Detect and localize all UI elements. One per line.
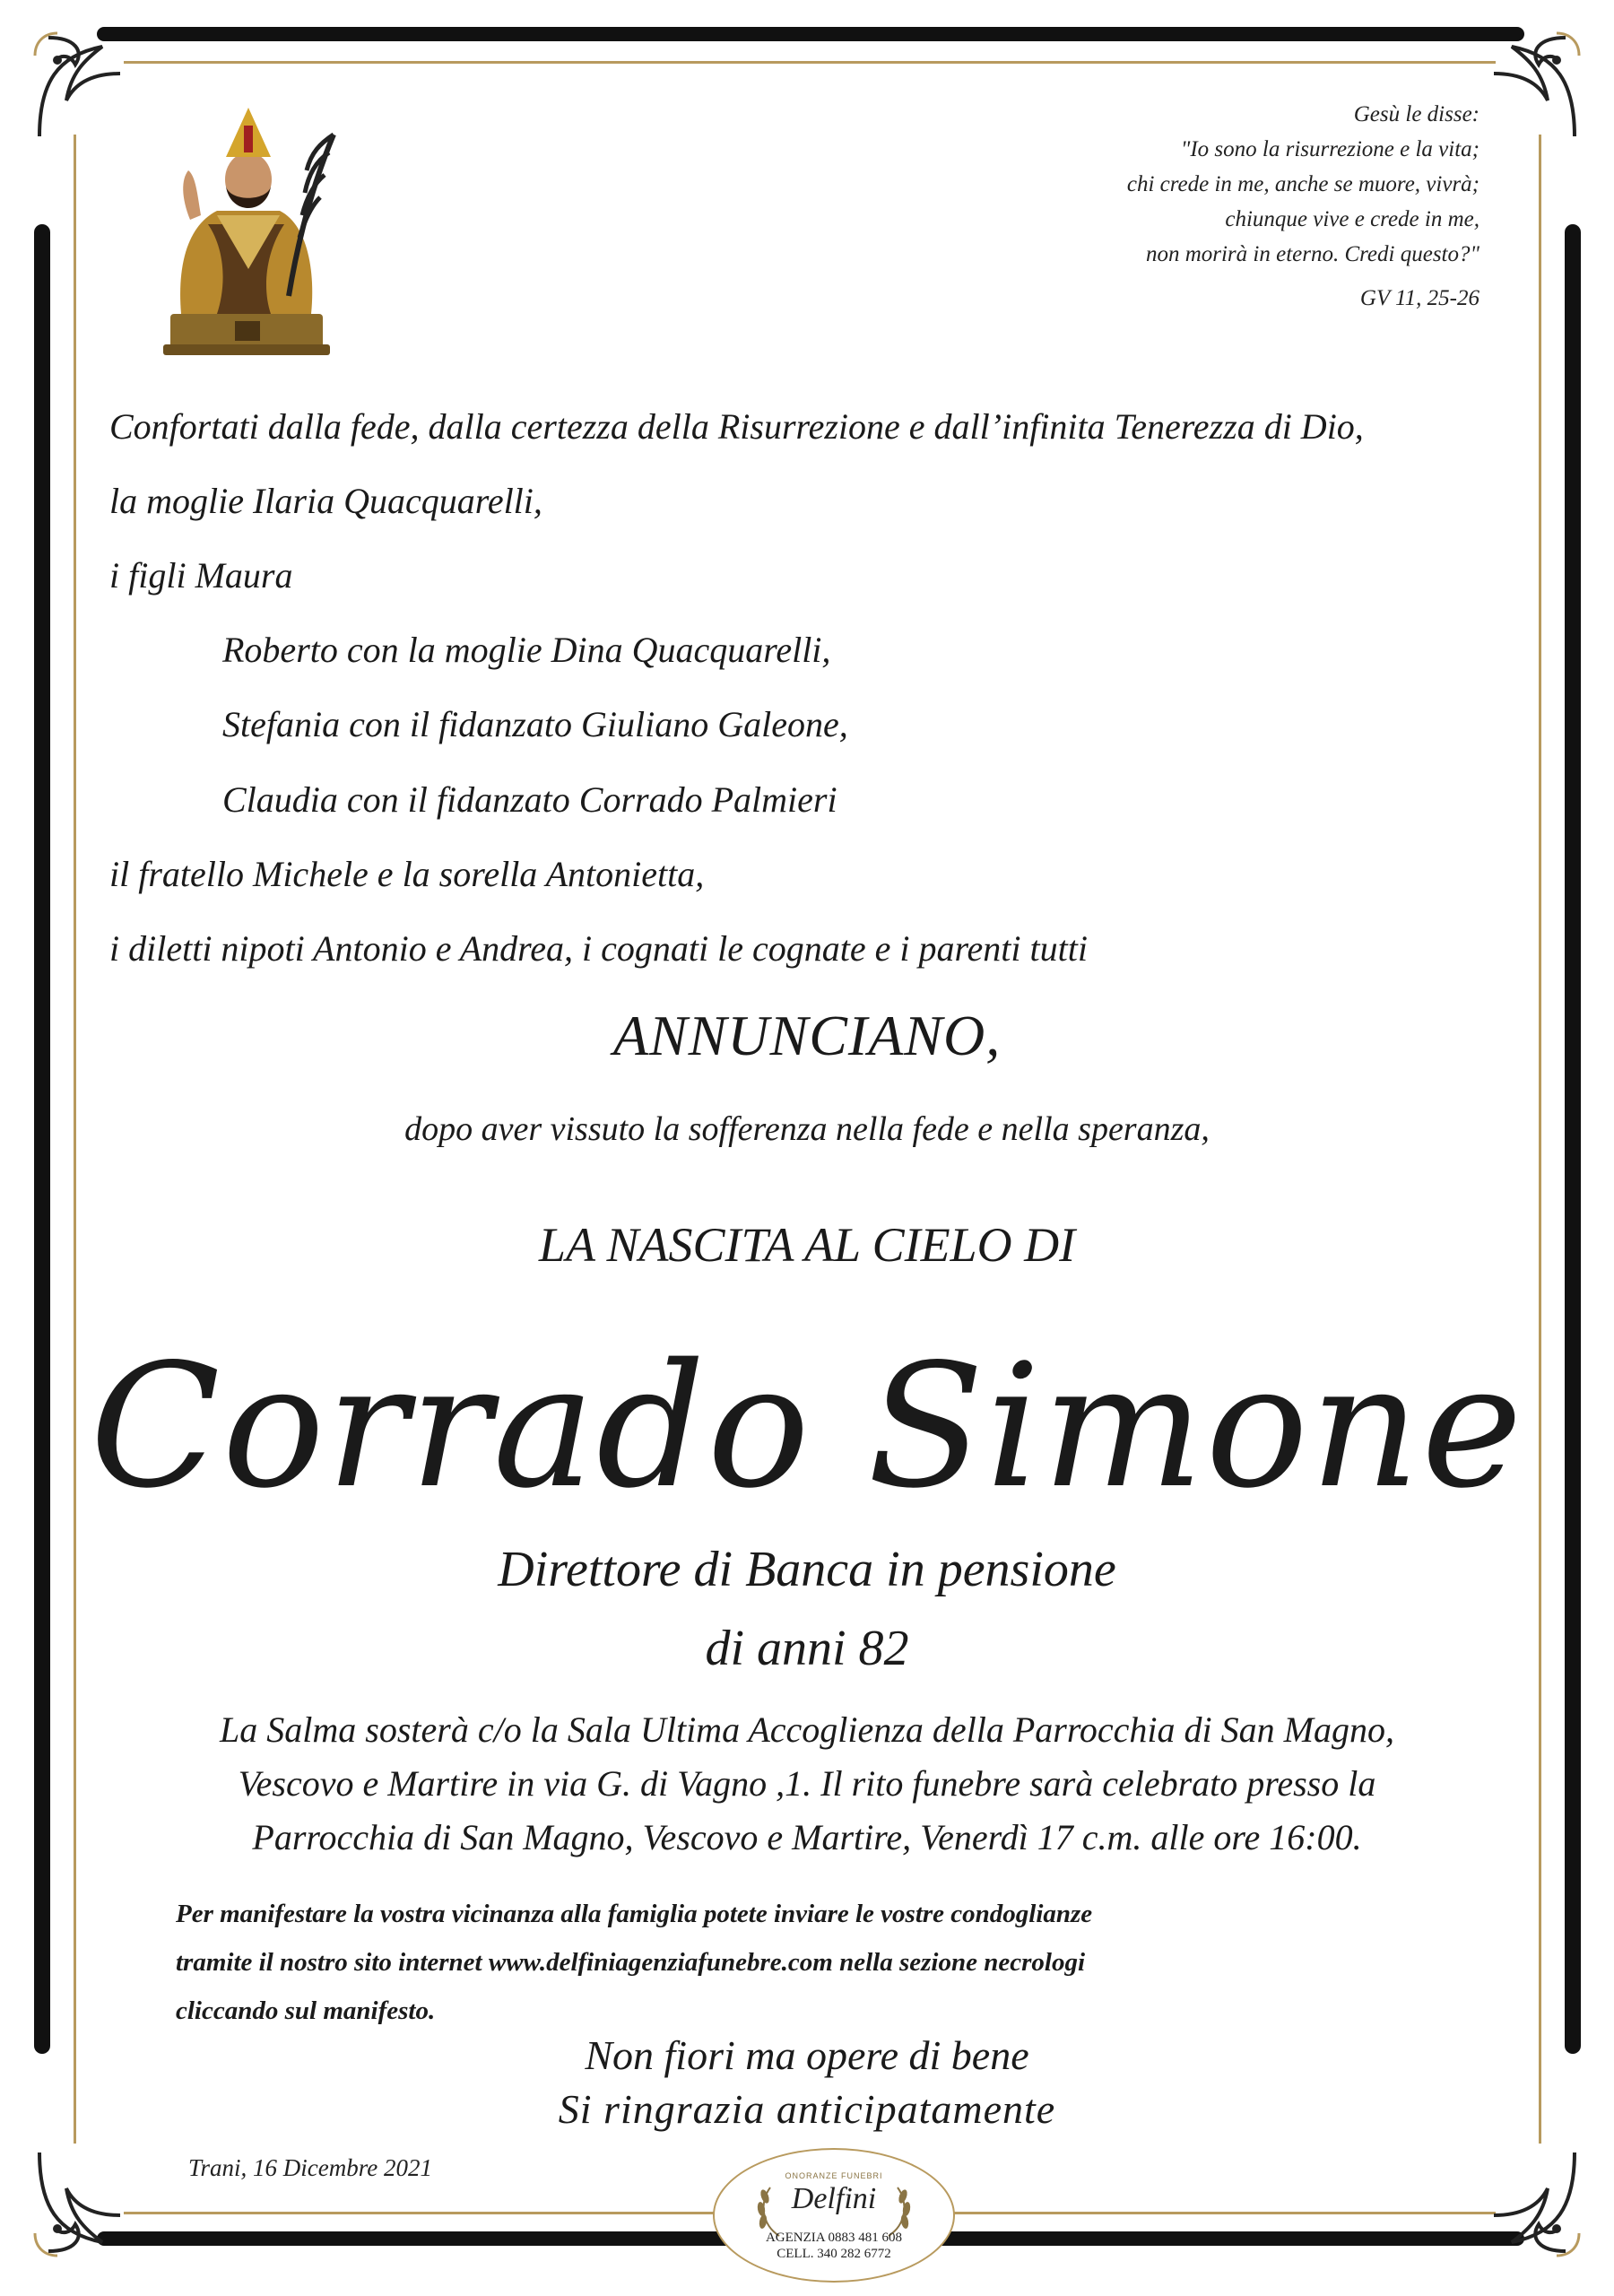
saint-statue-image <box>154 90 343 359</box>
announcement-line: i diletti nipoti Antonio e Andrea, i cognati le cognate e i parenti tutti <box>109 928 1088 969</box>
verse-line: non morirà in eterno. Credi questo?" <box>1145 242 1480 266</box>
place-date: Trani, 16 Dicembre 2021 <box>188 2154 432 2181</box>
announcement-line: i figli Maura <box>109 555 293 596</box>
no-flowers-line: Non fiori ma opere di bene <box>585 2032 1029 2078</box>
deceased-age: di anni 82 <box>705 1621 909 1676</box>
condolence-note-line: tramite il nostro sito internet www.delfiniagenziafunebre.com nella sezione necrologi <box>176 1948 1085 1977</box>
suffering-line: dopo aver vissuto la sofferenza nella fede e nella speranza, <box>404 1110 1210 1148</box>
ornament-corner-icon <box>22 2135 156 2269</box>
verse-reference: GV 11, 25-26 <box>1359 286 1480 310</box>
funeral-agency-logo <box>713 2148 955 2283</box>
birth-to-heaven-heading: LA NASCITA AL CIELO DI <box>538 1218 1076 1272</box>
logo-tagline: ONORANZE FUNEBRI <box>785 2171 883 2180</box>
verse-line: Gesù le disse: <box>1353 102 1480 126</box>
frame-gold-line-top <box>124 61 1496 64</box>
announcement-line: Claudia con il fidanzato Corrado Palmieri <box>222 779 837 820</box>
verse-line: "Io sono la risurrezione e la vita; <box>1180 137 1480 161</box>
announcement-line: il fratello Michele e la sorella Antonietta, <box>109 854 705 894</box>
condolence-note-line: Per manifestare la vostra vicinanza alla famiglia potete inviare le vostre condoglianze <box>176 1900 1093 1928</box>
logo-cell-phone: CELL. 340 282 6772 <box>777 2247 891 2261</box>
funeral-info-line: La Salma sosterà c/o la Sala Ultima Accoglienza della Parrocchia di San Magno, <box>220 1709 1394 1750</box>
verse-line: chiunque vive e crede in me, <box>1225 207 1480 231</box>
announcement-line: Stefania con il fidanzato Giuliano Galeone, <box>222 704 848 744</box>
deceased-name: Corrado Simone <box>90 1327 1524 1526</box>
announcement-line: Confortati dalla fede, dalla certezza della Risurrezione e dall’infinita Tenerezza di Dio, <box>109 406 1364 447</box>
annunciano-heading: ANNUNCIANO, <box>612 1004 1002 1067</box>
logo-agency-phone: AGENZIA 0883 481 608 <box>765 2231 903 2245</box>
logo-name: Delfini <box>791 2182 877 2215</box>
thanks-line: Si ringrazia anticipatamente <box>558 2086 1056 2132</box>
ornament-corner-icon <box>1458 2135 1592 2269</box>
ornament-corner-icon <box>22 20 156 154</box>
announcement-line: la moglie Ilaria Quacquarelli, <box>109 481 542 521</box>
funeral-info-line: Vescovo e Martire in via G. di Vagno ,1. Il rito funebre sarà celebrato presso la <box>238 1763 1376 1804</box>
frame-top-bar <box>97 27 1524 41</box>
deceased-role: Direttore di Banca in pensione <box>498 1542 1116 1597</box>
announcement-line: Roberto con la moglie Dina Quacquarelli, <box>222 630 831 670</box>
verse-line: chi crede in me, anche se muore, vivrà; <box>1126 172 1480 196</box>
funeral-info-line: Parrocchia di San Magno, Vescovo e Martire, Venerdì 17 c.m. alle ore 16:00. <box>252 1817 1362 1857</box>
gospel-verse <box>906 97 1480 316</box>
condolence-note-line: cliccando sul manifesto. <box>176 1996 436 2025</box>
